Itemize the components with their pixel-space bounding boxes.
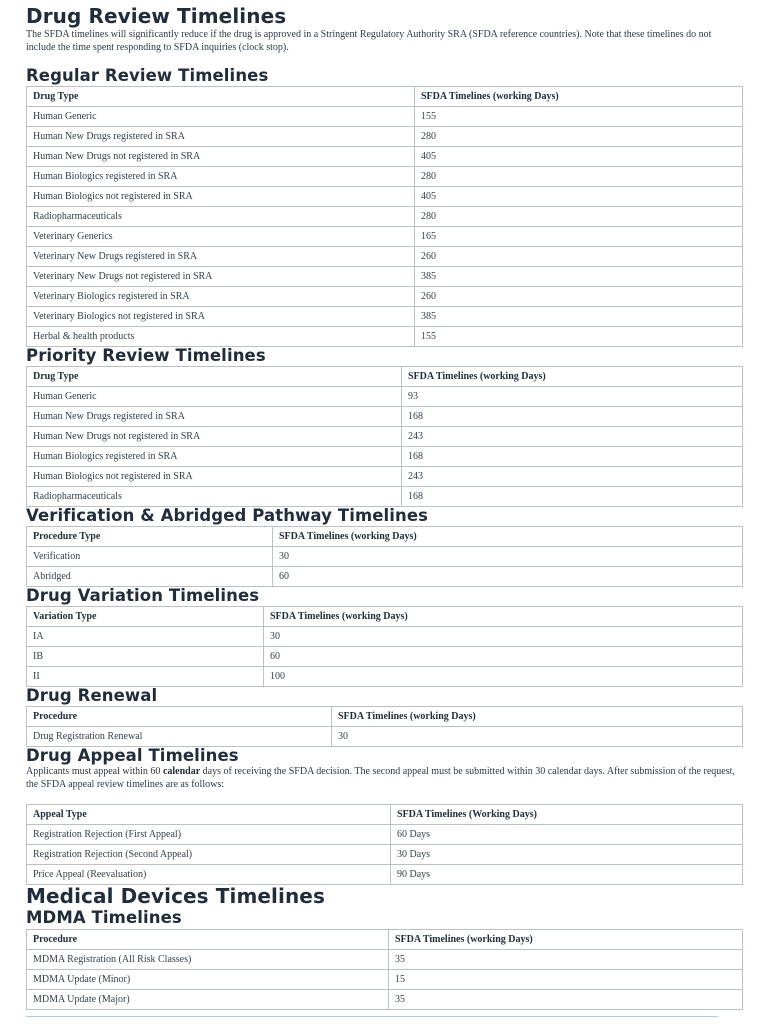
timeline-value-cell: 168 xyxy=(402,447,743,467)
table-row xyxy=(27,467,743,487)
timeline-value-cell: 15 xyxy=(389,970,743,990)
timeline-value-cell: 35 xyxy=(389,950,743,970)
table-row xyxy=(27,970,743,990)
appeal-intro-start: Applicants must appeal within 60 xyxy=(26,766,163,777)
table-row xyxy=(27,567,743,587)
table-row xyxy=(27,127,743,147)
renewal-heading: Drug Renewal xyxy=(26,686,158,705)
timeline-value-cell: 155 xyxy=(415,107,743,127)
table-row xyxy=(27,307,743,327)
row-label-cell: Price Appeal (Reevaluation) xyxy=(27,865,391,885)
row-label-cell: Human New Drugs registered in SRA xyxy=(27,407,402,427)
priority-review-heading: Priority Review Timelines xyxy=(26,346,266,365)
variation-table xyxy=(26,606,743,687)
appeal-intro-end: days of receiving the SFDA decision. The second appeal must be submitted within 30 calendar days. After submission of the request, the SFDA appeal review timelines are as follows: xyxy=(26,766,735,790)
regular-review-heading: Regular Review Timelines xyxy=(26,66,269,85)
table-row xyxy=(27,447,743,467)
timeline-value-cell: 168 xyxy=(402,407,743,427)
mdma-heading: MDMA Timelines xyxy=(26,908,182,927)
row-label-cell: Registration Rejection (First Appeal) xyxy=(27,825,391,845)
timeline-value-cell: 243 xyxy=(402,467,743,487)
row-label-cell: Human Biologics registered in SRA xyxy=(27,167,415,187)
table-header-row xyxy=(27,367,743,387)
bottom-divider xyxy=(26,1016,718,1017)
column-header: SFDA Timelines (working Days) xyxy=(389,930,743,950)
row-label-cell: Veterinary New Drugs registered in SRA xyxy=(27,247,415,267)
table-row xyxy=(27,107,743,127)
page-title: Drug Review Timelines xyxy=(26,4,287,28)
table-row xyxy=(27,950,743,970)
row-label-cell: Human Biologics not registered in SRA xyxy=(27,187,415,207)
row-label-cell: Human Generic xyxy=(27,387,402,407)
intro-text: The SFDA timelines will significantly reduce if the drug is approved in a Stringent Regulatory Authority SRA (SFDA reference countries). Note that these timelines do not include the time spent responding to SFDA inquiries (clock stop). xyxy=(26,29,712,53)
row-label-cell: MDMA Update (Major) xyxy=(27,990,389,1010)
row-label-cell: Herbal & health products xyxy=(27,327,415,347)
table-row xyxy=(27,287,743,307)
row-label-cell: Veterinary New Drugs not registered in SRA xyxy=(27,267,415,287)
timeline-value-cell: 60 xyxy=(273,567,743,587)
timeline-value-cell: 30 xyxy=(332,727,743,747)
table-row xyxy=(27,427,743,447)
table-row xyxy=(27,267,743,287)
column-header: SFDA Timelines (working Days) xyxy=(264,607,743,627)
timeline-value-cell: 260 xyxy=(415,247,743,267)
medical-devices-heading: Medical Devices Timelines xyxy=(26,884,325,908)
table-header-row xyxy=(27,607,743,627)
timeline-value-cell: 260 xyxy=(415,287,743,307)
timeline-value-cell: 93 xyxy=(402,387,743,407)
column-header: SFDA Timelines (working Days) xyxy=(332,707,743,727)
timeline-value-cell: 90 Days xyxy=(391,865,743,885)
table-row xyxy=(27,865,743,885)
table-header-row xyxy=(27,87,743,107)
appeal-heading: Drug Appeal Timelines xyxy=(26,746,239,765)
row-label-cell: Human New Drugs not registered in SRA xyxy=(27,147,415,167)
column-header: Drug Type xyxy=(27,367,402,387)
table-row xyxy=(27,547,743,567)
row-label-cell: Registration Rejection (Second Appeal) xyxy=(27,845,391,865)
timeline-value-cell: 35 xyxy=(389,990,743,1010)
timeline-value-cell: 385 xyxy=(415,267,743,287)
row-label-cell: II xyxy=(27,667,264,687)
column-header: SFDA Timelines (working Days) xyxy=(273,527,743,547)
row-label-cell: Veterinary Biologics not registered in SRA xyxy=(27,307,415,327)
table-row xyxy=(27,387,743,407)
timeline-value-cell: 385 xyxy=(415,307,743,327)
table-row xyxy=(27,327,743,347)
timeline-value-cell: 60 Days xyxy=(391,825,743,845)
table-row xyxy=(27,667,743,687)
timeline-value-cell: 243 xyxy=(402,427,743,447)
appeal-table xyxy=(26,804,743,885)
table-header-row xyxy=(27,805,743,825)
appeal-intro-bold: calendar xyxy=(162,766,201,777)
row-label-cell: Verification xyxy=(27,547,273,567)
row-label-cell: Human Biologics not registered in SRA xyxy=(27,467,402,487)
timeline-value-cell: 30 xyxy=(264,627,743,647)
table-row xyxy=(27,487,743,507)
row-label-cell: Veterinary Biologics registered in SRA xyxy=(27,287,415,307)
table-row xyxy=(27,227,743,247)
row-label-cell: MDMA Update (Minor) xyxy=(27,970,389,990)
timeline-value-cell: 30 xyxy=(273,547,743,567)
column-header: Procedure Type xyxy=(27,527,273,547)
timeline-value-cell: 280 xyxy=(415,167,743,187)
mdma-table xyxy=(26,929,743,1010)
timeline-value-cell: 155 xyxy=(415,327,743,347)
priority-review-table xyxy=(26,366,743,507)
row-label-cell: IA xyxy=(27,627,264,647)
column-header: Drug Type xyxy=(27,87,415,107)
row-label-cell: MDMA Registration (All Risk Classes) xyxy=(27,950,389,970)
row-label-cell: IB xyxy=(27,647,264,667)
verification-table xyxy=(26,526,743,587)
verification-heading: Verification & Abridged Pathway Timelines xyxy=(26,506,429,525)
timeline-value-cell: 168 xyxy=(402,487,743,507)
timeline-value-cell: 405 xyxy=(415,147,743,167)
column-header: Appeal Type xyxy=(27,805,391,825)
table-row xyxy=(27,825,743,845)
timeline-value-cell: 405 xyxy=(415,187,743,207)
regular-review-table xyxy=(26,86,743,347)
column-header: Procedure xyxy=(27,707,332,727)
timeline-value-cell: 60 xyxy=(264,647,743,667)
row-label-cell: Veterinary Generics xyxy=(27,227,415,247)
row-label-cell: Abridged xyxy=(27,567,273,587)
table-row xyxy=(27,990,743,1010)
timeline-value-cell: 280 xyxy=(415,127,743,147)
timeline-value-cell: 165 xyxy=(415,227,743,247)
table-row xyxy=(27,727,743,747)
table-header-row xyxy=(27,527,743,547)
row-label-cell: Human Generic xyxy=(27,107,415,127)
table-row xyxy=(27,627,743,647)
row-label-cell: Human New Drugs registered in SRA xyxy=(27,127,415,147)
timeline-value-cell: 280 xyxy=(415,207,743,227)
table-header-row xyxy=(27,707,743,727)
row-label-cell: Human Biologics registered in SRA xyxy=(27,447,402,467)
row-label-cell: Radiopharmaceuticals xyxy=(27,487,402,507)
appeal-intro xyxy=(26,766,742,791)
column-header: SFDA Timelines (Working Days) xyxy=(391,805,743,825)
table-row xyxy=(27,167,743,187)
column-header: Variation Type xyxy=(27,607,264,627)
table-row xyxy=(27,647,743,667)
table-row xyxy=(27,187,743,207)
table-row xyxy=(27,247,743,267)
column-header: SFDA Timelines (working Days) xyxy=(402,367,743,387)
table-row xyxy=(27,147,743,167)
variation-heading: Drug Variation Timelines xyxy=(26,586,260,605)
table-header-row xyxy=(27,930,743,950)
timeline-value-cell: 30 Days xyxy=(391,845,743,865)
timeline-value-cell: 100 xyxy=(264,667,743,687)
row-label-cell: Radiopharmaceuticals xyxy=(27,207,415,227)
column-header: Procedure xyxy=(27,930,389,950)
column-header: SFDA Timelines (working Days) xyxy=(415,87,743,107)
table-row xyxy=(27,845,743,865)
renewal-table xyxy=(26,706,743,747)
row-label-cell: Drug Registration Renewal xyxy=(27,727,332,747)
table-row xyxy=(27,407,743,427)
row-label-cell: Human New Drugs not registered in SRA xyxy=(27,427,402,447)
table-row xyxy=(27,207,743,227)
